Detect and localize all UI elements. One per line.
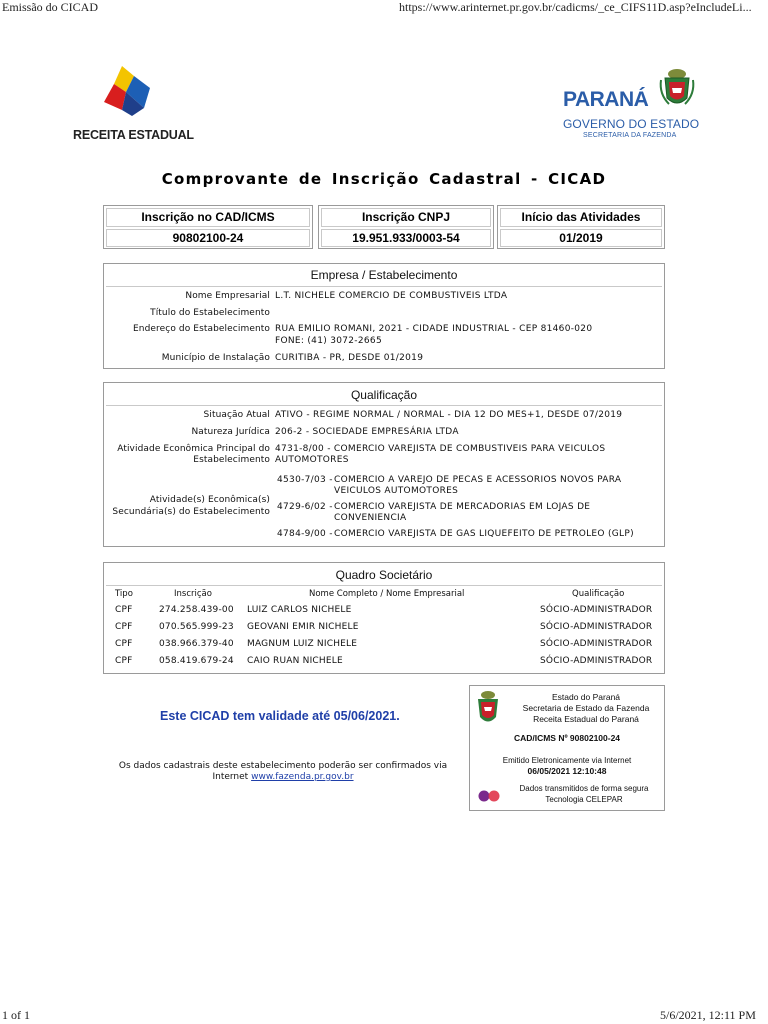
nome-empresarial-value: L.T. NICHELE COMERCIO DE COMBUSTIVEIS LTDA <box>275 291 508 301</box>
secundaria-code: 4530-7/03 - <box>277 475 333 485</box>
summary-inicio-label: Início das Atividades <box>500 208 662 227</box>
stamp-trans-line-2: Tecnologia CELEPAR <box>545 794 623 804</box>
stamp-emitido: Emitido Eletronicamente via Internet <box>502 756 632 765</box>
governo-do-estado-text: GOVERNO DO ESTADO <box>563 117 700 131</box>
cell-qualificacao: SÓCIO-ADMINISTRADOR <box>540 639 653 649</box>
secundaria-desc: COMERCIO A VAREJO DE PECAS E ACESSORIOS NOVOS PARA <box>334 475 622 485</box>
atividade-principal-value-2: AUTOMOTORES <box>275 455 349 465</box>
fazenda-link[interactable]: www.fazenda.pr.gov.br <box>251 772 354 782</box>
confirmacao-line-1: Os dados cadastrais deste estabelecimento poderão ser confirmados via <box>118 761 448 771</box>
electronic-stamp <box>469 685 665 811</box>
print-datetime: 5/6/2021, 12:11 PM <box>660 1008 756 1022</box>
celepar-logo-icon <box>476 789 502 801</box>
cell-inscricao: 038.966.379-40 <box>159 639 234 649</box>
cell-inscricao: 058.419.679-24 <box>159 656 234 666</box>
cell-tipo: CPF <box>115 656 133 666</box>
column-header-nome: Nome Completo / Nome Empresarial <box>309 589 465 599</box>
stamp-cad-icms: CAD/ICMS Nº 90802100-24 <box>513 733 621 743</box>
document-title: Comprovante de Inscrição Cadastral - CICAD <box>161 170 607 188</box>
cell-qualificacao: SÓCIO-ADMINISTRADOR <box>540 605 653 615</box>
summary-cad-icms-label: Inscrição no CAD/ICMS <box>106 208 310 227</box>
secundaria-code: 4729-6/02 - <box>277 502 333 512</box>
cell-tipo: CPF <box>115 622 133 632</box>
confirmacao-internet: Internet <box>212 772 249 782</box>
atividade-secundaria-label-2: Secundária(s) do Estabelecimento <box>112 507 270 517</box>
stamp-datetime: 06/05/2021 12:10:48 <box>527 766 607 776</box>
column-header-inscricao: Inscrição <box>174 589 212 599</box>
parana-seal-icon <box>473 689 503 731</box>
cell-nome: LUIZ CARLOS NICHELE <box>247 605 352 615</box>
browser-url[interactable]: https://www.arinternet.pr.gov.br/cadicms/_ce_CIFS11D.asp?eIncludeLi... <box>399 0 752 14</box>
confirmacao-line-2 <box>103 772 463 783</box>
situacao-value: ATIVO - REGIME NORMAL / NORMAL - DIA 12 DO MES+1, DESDE 07/2019 <box>275 410 623 420</box>
nome-empresarial-label: Nome Empresarial <box>185 291 270 301</box>
receita-estadual-logo <box>98 62 160 124</box>
atividade-secundaria-label-1: Atividade(s) Econômica(s) <box>149 495 270 505</box>
atividade-principal-label-2: Estabelecimento <box>193 455 270 465</box>
cell-inscricao: 070.565.999-23 <box>159 622 234 632</box>
receita-estadual-text: RECEITA ESTADUAL <box>73 128 194 142</box>
page-counter: 1 of 1 <box>2 1008 30 1022</box>
parana-title: PARANÁ <box>563 88 649 111</box>
endereco-label: Endereço do Estabelecimento <box>133 324 270 334</box>
fone-value: FONE: (41) 3072-2665 <box>275 336 382 346</box>
confirmacao-text <box>103 761 463 783</box>
quadro-societario-section <box>103 562 665 674</box>
qualificacao-section-title: Qualificação <box>350 388 418 402</box>
natureza-value: 206-2 - SOCIEDADE EMPRESÁRIA LTDA <box>275 427 459 437</box>
cell-tipo: CPF <box>115 605 133 615</box>
qualificacao-section <box>103 382 665 547</box>
municipio-value: CURITIBA - PR, DESDE 01/2019 <box>275 353 424 363</box>
secundaria-desc-cont: CONVENIENCIA <box>334 513 407 523</box>
validade-text: Este CICAD tem validade até 05/06/2021. <box>160 709 400 723</box>
empresa-section <box>103 263 665 369</box>
summary-inicio-value: 01/2019 <box>500 229 662 247</box>
stamp-transmissao <box>508 784 660 805</box>
stamp-line-1: Estado do Paraná <box>551 692 621 702</box>
summary-cnpj-value: 19.951.933/0003-54 <box>321 229 491 247</box>
stamp-header <box>510 692 662 725</box>
cell-inscricao: 274.258.439-00 <box>159 605 234 615</box>
municipio-label: Município de Instalação <box>161 353 270 363</box>
column-header-tipo: Tipo <box>115 589 133 599</box>
summary-inicio <box>497 205 665 249</box>
empresa-section-title: Empresa / Estabelecimento <box>310 268 458 282</box>
stamp-line-3: Receita Estadual do Paraná <box>533 714 639 724</box>
situacao-label: Situação Atual <box>203 410 270 420</box>
secundaria-desc: COMERCIO VAREJISTA DE GAS LIQUEFEITO DE PETROLEO (GLP) <box>334 529 634 539</box>
atividade-principal-value-1: 4731-8/00 - COMERCIO VAREJISTA DE COMBUSTIVEIS PARA VEICULOS <box>275 444 606 454</box>
parana-coat-of-arms-logo <box>657 66 697 110</box>
cell-nome: GEOVANI EMIR NICHELE <box>247 622 359 632</box>
summary-cad-icms-value: 90802100-24 <box>106 229 310 247</box>
secundaria-desc: COMERCIO VAREJISTA DE MERCADORIAS EM LOJAS DE <box>334 502 591 512</box>
titulo-estabelecimento-label: Título do Estabelecimento <box>150 308 270 318</box>
column-header-qualificacao: Qualificação <box>572 589 625 599</box>
browser-page-title: Emissão do CICAD <box>2 0 98 14</box>
cell-nome: CAIO RUAN NICHELE <box>247 656 343 666</box>
cell-qualificacao: SÓCIO-ADMINISTRADOR <box>540 622 653 632</box>
cell-qualificacao: SÓCIO-ADMINISTRADOR <box>540 656 653 666</box>
summary-cnpj <box>318 205 494 249</box>
summary-cad-icms <box>103 205 313 249</box>
secundaria-code: 4784-9/00 - <box>277 529 333 539</box>
natureza-label: Natureza Jurídica <box>191 427 270 437</box>
cell-tipo: CPF <box>115 639 133 649</box>
summary-cnpj-label: Inscrição CNPJ <box>321 208 491 227</box>
quadro-section-title: Quadro Societário <box>335 568 433 582</box>
stamp-trans-line-1: Dados transmitidos de forma segura <box>519 784 649 793</box>
atividade-principal-label-1: Atividade Econômica Principal do <box>117 444 270 454</box>
stamp-line-2: Secretaria de Estado da Fazenda <box>522 703 650 713</box>
secretaria-fazenda-text: SECRETARIA DA FAZENDA <box>583 132 677 139</box>
secundaria-desc-cont: VEICULOS AUTOMOTORES <box>334 486 459 496</box>
cell-nome: MAGNUM LUIZ NICHELE <box>247 639 358 649</box>
endereco-value: RUA EMILIO ROMANI, 2021 - CIDADE INDUSTRIAL - CEP 81460-020 <box>275 324 593 334</box>
